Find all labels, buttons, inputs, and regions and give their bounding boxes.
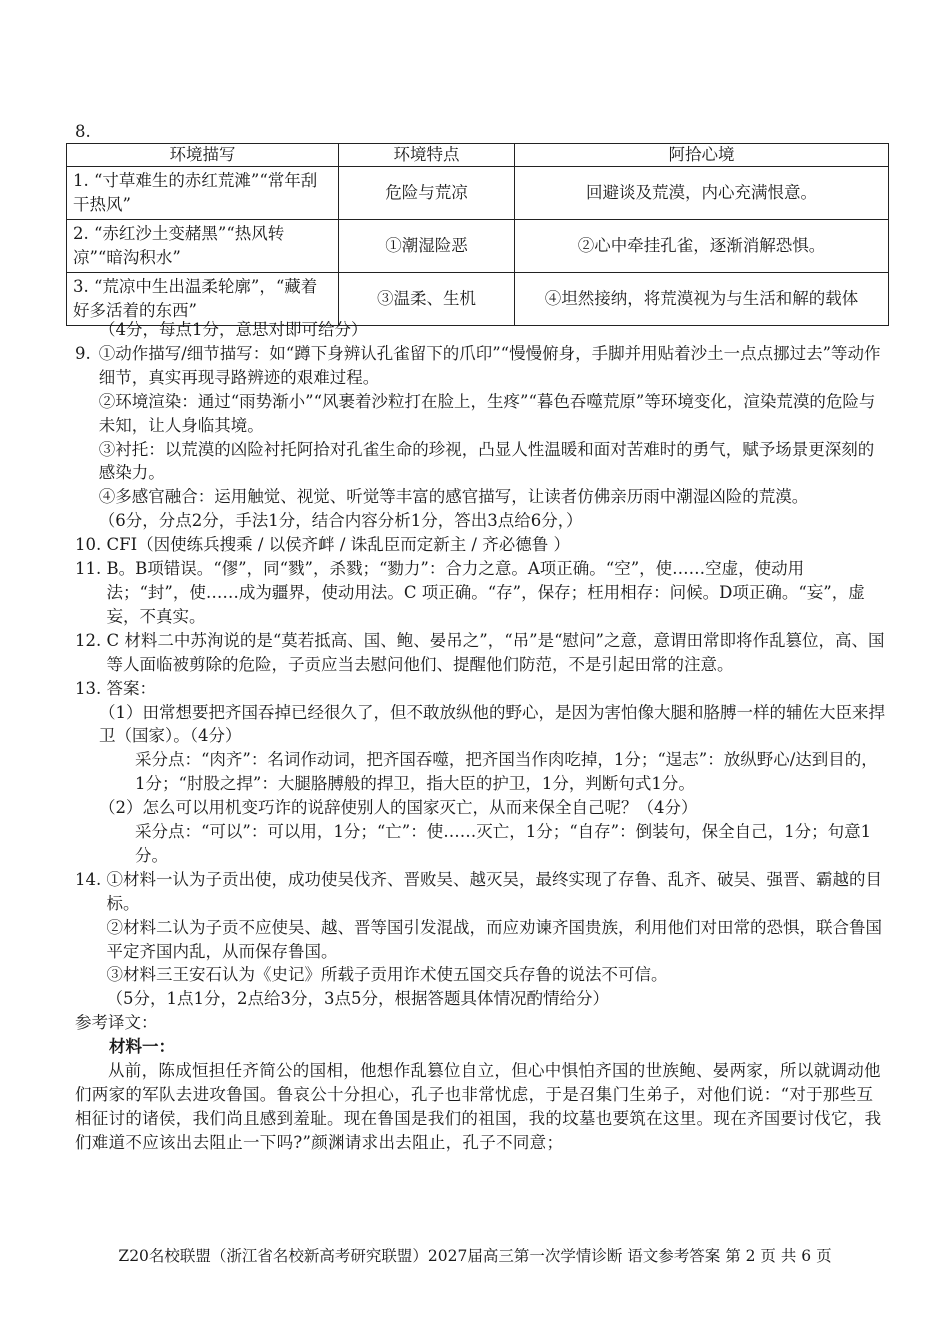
table-cell: 3. “荒凉中生出温柔轮廓”，“藏着好多活着的东西” (67, 273, 339, 326)
table-cell: ③温柔、生机 (339, 273, 515, 326)
table-cell: ①潮湿险恶 (339, 220, 515, 273)
question-13-part-2-scoring: 采分点：“可以”：可以用，1分；“亡”：使……灭亡，1分；“自存”：倒装句，保全自己，1分；句意1分。 (135, 822, 872, 865)
question-12 (75, 629, 885, 677)
question-9-point: ①动作描写/细节描写：如“蹲下身辨认孔雀留下的爪印”“慢慢俯身，手脚并用贴着沙土一点点挪过去”等动作细节，真实再现寻路辨迹的艰难过程。 (98, 343, 881, 387)
table-header: 环境特点 (339, 144, 515, 167)
table-cell: 2. “赤红沙土变赭黑”“热风转凉”“暗沟积水” (67, 220, 339, 273)
table-cell: ②心中牵挂孔雀，逐渐消解恐惧。 (515, 220, 889, 273)
question-14-point: ②材料二认为子贡不应使吴、越、晋等国引发混战，而应劝谏齐国贵族，利用他们对田常的恐惧，联合鲁国平定齐国内乱，从而保存鲁国。 (106, 917, 882, 961)
question-8-score-note: （4分，每点1分，意思对即可给分） (99, 320, 368, 339)
question-14 (75, 868, 885, 1011)
question-14-number: 14. (75, 869, 107, 889)
question-10-answer: CFI（因使练兵搜乘 / 以侯齐衅 / 诛乱臣而定新主 / 齐必德鲁 ） (106, 535, 570, 555)
question-9-score-note: （6分，分点2分，手法1分，结合内容分析1分，答出3点给6分，） (98, 511, 583, 531)
question-11-number: 11. (75, 559, 107, 579)
question-14-point: ①材料一认为子贡出使，成功使吴伐齐、晋败吴、越灭吴，最终实现了存鲁、乱齐、破吴、强晋、霸越的目标。 (106, 869, 882, 913)
question-13-number: 13. (75, 678, 107, 698)
question-14-score-note: （5分，1点1分，2点给3分，3点5分，根据答题具体情况酌情给分） (106, 989, 609, 1009)
table-header: 环境描写 (67, 144, 339, 167)
table-header: 阿拾心境 (515, 144, 889, 167)
question-12-number: 12. (75, 630, 107, 650)
question-10-number: 10. (75, 535, 107, 555)
question-13-title: 答案： (106, 678, 156, 698)
table-row (67, 167, 889, 220)
table-cell: 回避谈及荒漠，内心充满恨意。 (515, 167, 889, 220)
table-header-row (67, 144, 889, 167)
question-13-part-1: （1）田常想要把齐国吞掉已经很久了，但不敢放纵他的野心，是因为害怕像大腿和胳膊一样的辅佐大臣来捍卫（国家）。（4分） (99, 702, 885, 746)
question-9-number: 9. (75, 343, 91, 363)
material-one-label: 材料一： (109, 1037, 175, 1057)
translation-title: 参考译文： (75, 1013, 158, 1033)
question-9-point: ③衬托：以荒漠的凶险衬托阿拾对孔雀生命的珍视，凸显人性温暖和面对苦难时的勇气，赋予场景更深刻的感染力。 (98, 439, 875, 483)
page-footer: Z20名校联盟（浙江省名校新高考研究联盟）2027届高三第一次学情诊断 语文参考答案 第 2 页 共 6 页 (118, 1247, 832, 1265)
question-11-answer: B。B项错误。“僇”，同“戮”，杀戮；“勠力”：合力之意。A项正确。“空”，使……空虚，使动用法；“封”，使……成为疆界，使动用法。C 项正确。“存”，保存；枉用相存：问候。D项正确。“妄”，虚妄，不真实。 (106, 559, 865, 626)
question-9-point: ④多感官融合：运用触觉、视觉、听觉等丰富的感官描写，让读者仿佛亲历雨中潮湿凶险的荒漠。 (98, 487, 809, 507)
question-9 (75, 342, 885, 533)
answers-block (75, 318, 885, 1155)
table-cell: 危险与荒凉 (339, 167, 515, 220)
table-row (67, 220, 889, 273)
environment-table (66, 143, 889, 326)
question-13-part-2: （2）怎么可以用机变巧诈的说辞使别人的国家灭亡，从而来保全自己呢？（4分） (99, 798, 698, 818)
question-11 (75, 557, 885, 629)
table-cell: ④坦然接纳，将荒漠视为与生活和解的载体 (515, 273, 889, 326)
question-12-answer: C 材料二中苏洵说的是“莫若抵高、国、鲍、晏吊之”，“吊”是“慰问”之意，意谓田常即将作乱篡位，高、国等人面临被剪除的危险，子贡应当去慰问他们、提醒他们防范，不是引起田常的注意。 (106, 630, 885, 674)
question-14-point: ③材料三王安石认为《史记》所载子贡用诈术使五国交兵存鲁的说法不可信。 (106, 965, 668, 985)
table-cell: 1. “寸草难生的赤红荒滩”“常年刮干热风” (67, 167, 339, 220)
question-13-part-1-scoring: 采分点：“肉齐”：名词作动词，把齐国吞噬，把齐国当作肉吃掉，1分；“逞志”：放纵野心/达到目的，1分；“肘股之捍”：大腿胳膊般的捍卫，指大臣的护卫，1分，判断句式1分。 (135, 750, 878, 794)
question-9-point: ②环境渲染：通过“雨势渐小”“风裹着沙粒打在脸上，生疼”“暮色吞噬荒原”等环境变化，渲染荒漠的危险与未知，让人身临其境。 (98, 391, 876, 435)
translation-text: 从前，陈成恒担任齐简公的国相，他想作乱篡位自立，但心中惧怕齐国的世族鲍、晏两家，所以就调动他们两家的军队去进攻鲁国。鲁哀公十分担心，孔子也非常忧虑，于是召集门生弟子，对他们说：“对于那些互相征讨的诸侯，我们尚且感到羞耻。现在鲁国是我们的祖国，我的坟墓也要筑在这里。现在齐国要讨伐它，我们难道不应该出去阻止一下吗?”颜渊请求出去阻止，孔子不同意； (75, 1061, 882, 1152)
question-8-number: 8. (75, 122, 91, 141)
question-10 (75, 533, 885, 557)
question-13 (75, 677, 885, 701)
